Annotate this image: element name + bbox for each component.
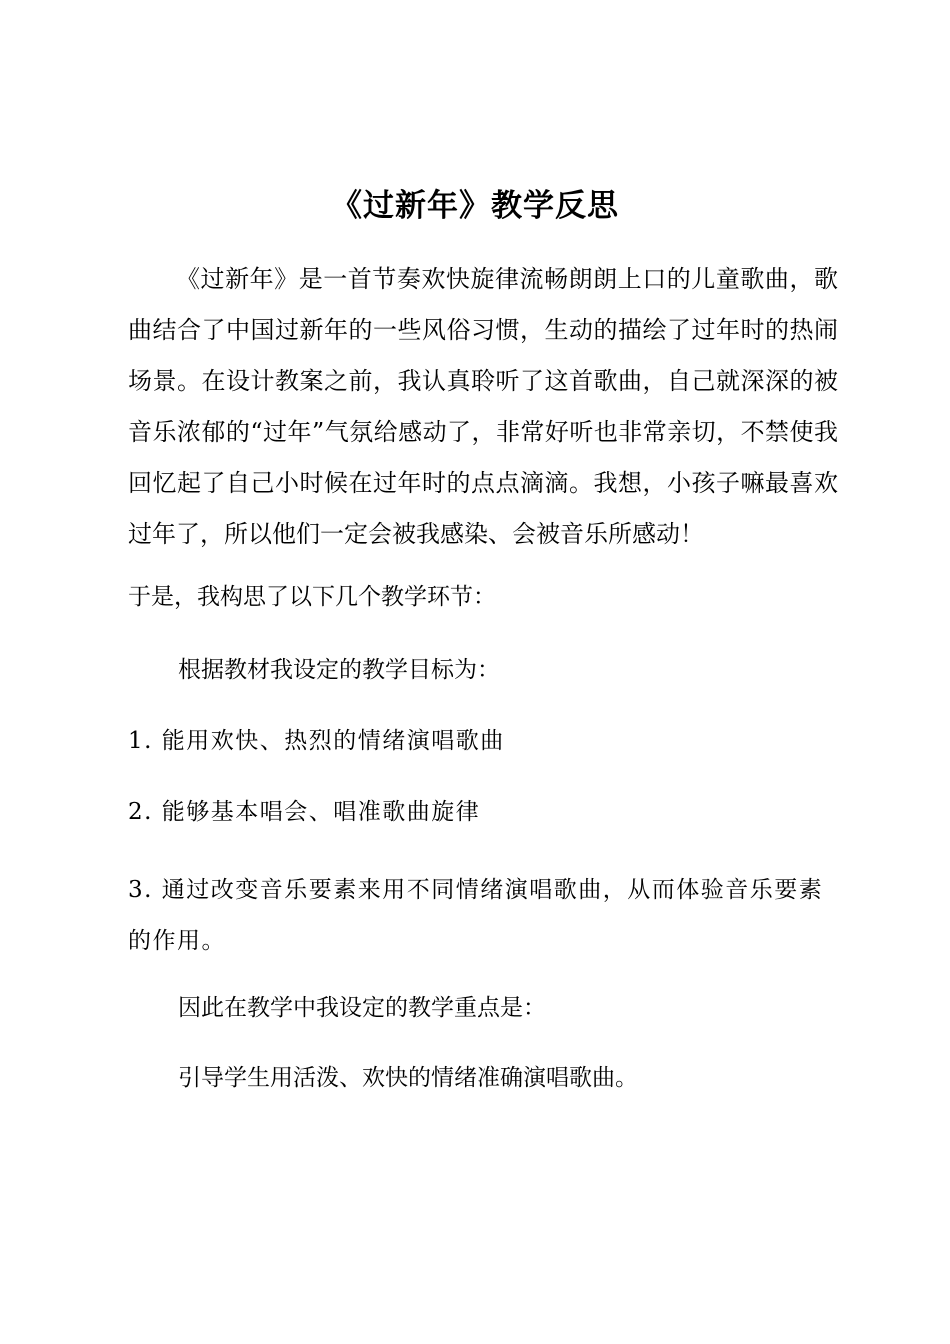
goal-item-1: 1. 能用欢快、热烈的情绪演唱歌曲	[128, 728, 505, 754]
goals-heading: 根据教材我设定的教学目标为：	[178, 657, 500, 683]
intro-paragraph: 《过新年》是一首节奏欢快旋律流畅朗朗上口的儿童歌曲，歌曲结合了中国过新年的一些风俗习惯，生动的描绘了过年时的热闹场景。在设计教案之前，我认真聆听了这首歌曲，自己就深深的被音乐浓郁的“过年”气氛给感动了，非常好听也非常亲切，不禁使我回忆起了自己小时候在过年时的点点滴滴。我想，小孩子嘛最喜欢过年了，所以他们一定会被我感染、会被音乐所感动！	[128, 265, 838, 548]
goal-item-3: 3. 通过改变音乐要素来用不同情绪演唱歌曲，从而体验音乐要素的作用。	[128, 877, 824, 954]
steps-intro: 于是，我构思了以下几个教学环节：	[128, 584, 496, 610]
document-title: 《过新年》教学反思	[331, 188, 619, 224]
goal-item-2: 2. 能够基本唱会、唱准歌曲旋律	[128, 799, 481, 825]
focus-content: 引导学生用活泼、欢快的情绪准确演唱歌曲。	[178, 1065, 638, 1091]
focus-heading: 因此在教学中我设定的教学重点是：	[178, 995, 546, 1021]
